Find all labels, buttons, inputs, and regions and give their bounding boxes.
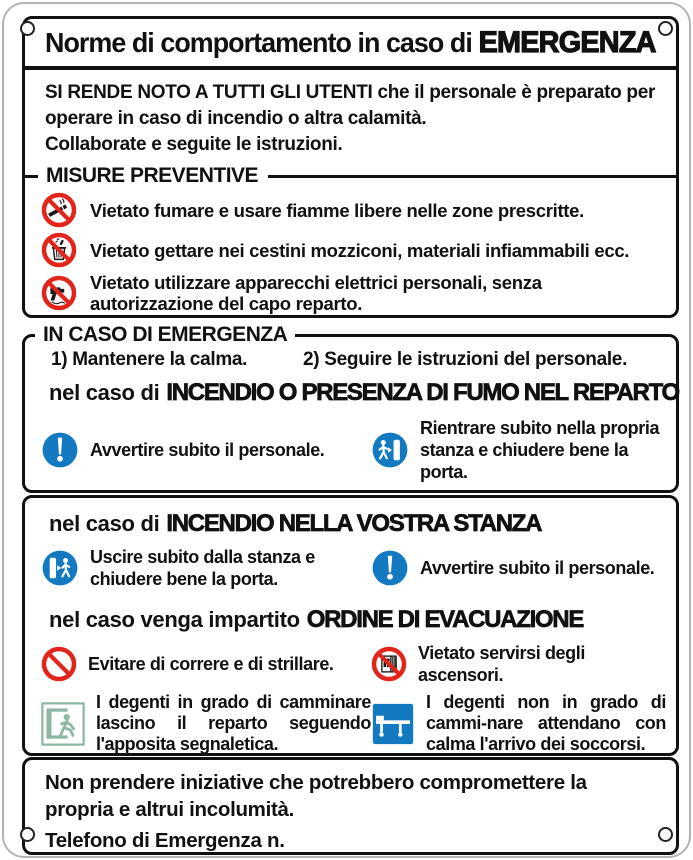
misure-preventive-legend-label: MISURE PREVENTIVE: [46, 164, 259, 187]
evacuazione-items-row1: [41, 642, 666, 686]
step-2: 2) Seguire le istruzioni del personale.: [303, 349, 628, 370]
footer-text: [25, 760, 676, 854]
alert-staff-icon: [41, 431, 79, 469]
stanza-items: [41, 546, 666, 590]
heading-ordine-evacuazione: nel caso venga impartito ORDINE DI EVACUAZIONE: [49, 606, 584, 633]
section-title-and-preventive: [22, 16, 679, 318]
list-item: [371, 692, 666, 755]
list-item: [41, 417, 371, 483]
list-item-text: I degenti in grado di camminare lascino il reparto seguendo l'apposita segnaletica.: [96, 692, 371, 754]
evacuazione-items-row2: [41, 692, 666, 755]
section-footer: [22, 757, 679, 855]
no-elevator-icon: [371, 646, 407, 682]
list-item: [41, 546, 371, 590]
list-item: [371, 642, 666, 686]
no-smoking-icon: [41, 192, 77, 228]
no-litter-icon: [41, 232, 77, 268]
emergency-steps: [51, 349, 676, 371]
list-item: [41, 192, 662, 228]
list-item: [41, 232, 662, 268]
misure-preventive-legend: [25, 164, 676, 188]
step-1: 1) Mantenere la calma.: [51, 349, 248, 370]
title-prefix: Norme di comportamento in caso di: [45, 26, 472, 58]
list-item-text: Vietato gettare nei cestini mozziconi, materiali infiammabili ecc.: [90, 239, 630, 261]
list-item-text: Vietato utilizzare apparecchi elettrici personali, senza autorizzazione del capo reparto.: [90, 272, 542, 314]
no-personal-appliances-icon: [41, 275, 77, 311]
list-item-text: Vietato fumare e usare fiamme libere nelle zone prescritte.: [90, 199, 584, 221]
list-item: [41, 642, 371, 686]
heading-incendio-reparto: nel caso di INCENDIO O PRESENZA DI FUMO NEL REPARTO: [49, 379, 679, 406]
footer-warning: Non prendere iniziative che potrebbero compromettere la propria e altrui incolumità.: [45, 771, 587, 821]
title-bar: [25, 19, 676, 70]
list-item-text: Avvertire subito il personale.: [420, 558, 655, 578]
list-item-text: Uscire subito dalla stanza e chiudere bene la porta.: [90, 547, 315, 589]
screw-hole-bottom-right: [658, 827, 673, 842]
title-emphasis: EMERGENZA: [478, 25, 656, 59]
screw-hole-top-right: [658, 21, 673, 36]
list-item-text: I degenti non in grado di cammi-nare attendano con calma l'arrivo dei soccorsi.: [426, 692, 666, 754]
list-item: [41, 272, 662, 314]
emergency-exit-icon: [41, 702, 85, 746]
intro-text: [45, 80, 656, 158]
page-title: [45, 26, 656, 60]
prohibition-icon: [41, 646, 77, 682]
intro-paragraph-2: Collaborate e seguite le istruzioni.: [45, 134, 343, 155]
screw-hole-top-left: [20, 21, 35, 36]
list-item: [371, 417, 666, 483]
list-item-text: Avvertire subito il personale.: [90, 440, 325, 460]
heading-incendio-stanza: nel caso di INCENDIO NELLA VOSTRA STANZA: [49, 510, 542, 537]
list-item: [371, 546, 666, 590]
list-item-text: Rientrare subito nella propria stanza e chiudere bene la porta.: [420, 418, 660, 482]
emergenza-legend: IN CASO DI EMERGENZA: [35, 322, 295, 348]
return-to-room-icon: [371, 431, 409, 469]
intro-paragraph-1: SI RENDE NOTO A TUTTI GLI UTENTI che il personale è preparato per operare in caso di incendio o altra calamità.: [45, 82, 656, 129]
alert-staff-icon: [371, 549, 409, 587]
emergency-phone-label: Telefono di Emergenza n.: [45, 829, 285, 852]
list-item-text: Vietato servirsi degli ascensori.: [418, 643, 585, 685]
section-stanza-evacuazione: [22, 495, 679, 756]
list-item-text: Evitare di correre e di strillare.: [88, 654, 334, 674]
sign-panel: [2, 2, 691, 858]
section-emergenza: [22, 323, 679, 493]
leave-room-icon: [41, 549, 79, 587]
list-item: [41, 692, 371, 755]
emergenza-items: [41, 417, 666, 483]
stretcher-bed-icon: [371, 702, 415, 746]
screw-hole-bottom-left: [20, 827, 35, 842]
